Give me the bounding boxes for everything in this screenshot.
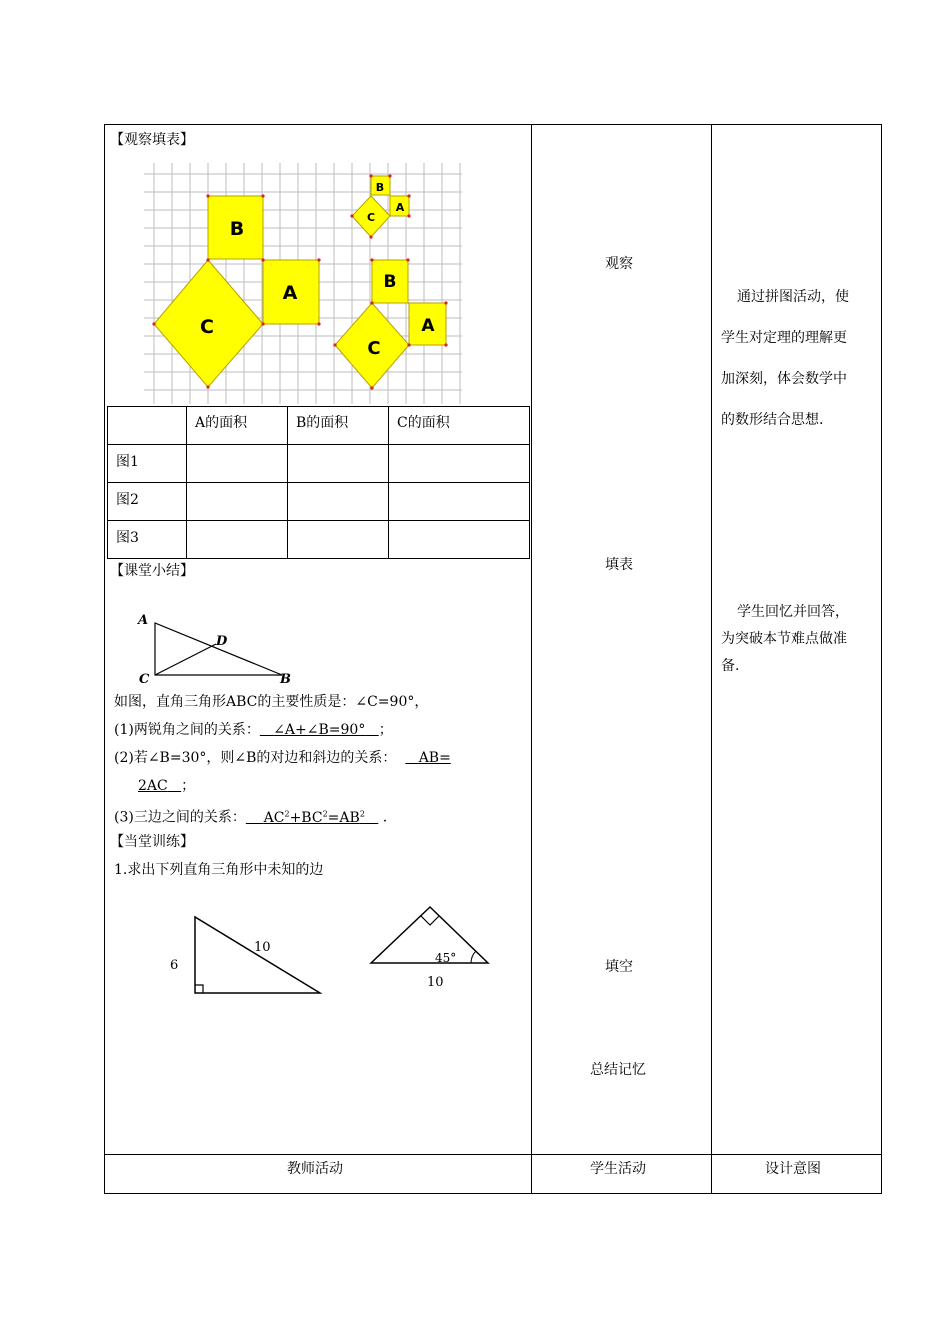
frame-bottom — [104, 1193, 882, 1194]
footer-student-activity: 学生活动 — [590, 1161, 646, 1177]
student-observe: 观察 — [605, 256, 633, 272]
tri-label-b: B — [280, 672, 291, 687]
student-fill-blank: 填空 — [605, 959, 633, 975]
cell-2b[interactable] — [288, 483, 389, 521]
frame-left — [104, 124, 105, 1194]
table-row — [108, 521, 530, 559]
frame-col-divider-1 — [531, 124, 532, 1194]
label-c1: C — [200, 316, 214, 338]
triangle-abc-figure — [134, 610, 294, 688]
item3-suffix: . — [382, 809, 388, 826]
frame-col-divider-2 — [711, 124, 712, 1194]
item2-answer-a: AB= — [418, 750, 451, 766]
table-row — [108, 483, 530, 521]
label-b3: B — [383, 272, 397, 292]
cell-3b[interactable] — [288, 521, 389, 559]
summary-item-3 — [114, 805, 387, 827]
label-c3: C — [367, 338, 381, 359]
footer-teacher-activity: 教师活动 — [287, 1161, 343, 1177]
summary-item-2 — [114, 749, 451, 767]
practice-figure-2 — [365, 900, 495, 995]
label-b2: B — [375, 181, 385, 194]
fig1-hypotenuse: 10 — [254, 940, 271, 955]
summary-item-2-cont — [138, 777, 195, 795]
table-header-a: A的面积 — [187, 407, 288, 445]
fig2-base: 10 — [427, 975, 444, 990]
item3-prefix: (3)三边之间的关系： — [114, 809, 246, 826]
table-header-c: C的面积 — [389, 407, 530, 445]
label-a2: A — [395, 201, 405, 214]
label-b1: B — [229, 218, 245, 240]
design-note-2-line-3: 备. — [721, 658, 740, 674]
frame-right — [881, 124, 882, 1194]
grid-figure — [142, 160, 464, 405]
design-note-1-line-1: 通过拼图活动，使 — [737, 289, 849, 305]
design-note-2-line-2: 为突破本节难点做准 — [721, 631, 847, 647]
item2-suffix: ； — [181, 778, 196, 794]
student-summarize: 总结记忆 — [590, 1062, 646, 1078]
row-label-1: 图1 — [108, 445, 187, 483]
cell-2a[interactable] — [187, 483, 288, 521]
frame-top — [104, 124, 882, 125]
cell-3c[interactable] — [389, 521, 530, 559]
design-note-1-line-4: 的数形结合思想. — [721, 412, 824, 428]
summary-header: 【课堂小结】 — [110, 563, 194, 579]
table-corner — [108, 407, 187, 445]
item2-prefix: (2)若∠B=30°，则∠B的对边和斜边的关系： — [114, 750, 397, 766]
observe-header: 【观察填表】 — [110, 132, 194, 148]
tri-label-c: C — [139, 672, 150, 687]
table-header-b: B的面积 — [288, 407, 389, 445]
area-table — [107, 406, 530, 559]
cell-1c[interactable] — [389, 445, 530, 483]
fig2-angle: 45° — [435, 951, 457, 965]
frame-footer-divider — [104, 1154, 882, 1155]
footer-design-intent: 设计意图 — [765, 1161, 821, 1177]
label-a1: A — [282, 282, 298, 304]
item1-suffix: ； — [378, 722, 393, 738]
design-note-1-line-2: 学生对定理的理解更 — [721, 330, 847, 346]
row-label-3: 图3 — [108, 521, 187, 559]
label-a3: A — [421, 316, 435, 336]
cell-1b[interactable] — [288, 445, 389, 483]
item2-answer-b: 2AC — [138, 778, 168, 794]
student-fill-table: 填表 — [605, 557, 633, 573]
fig1-side-left: 6 — [170, 958, 179, 973]
design-note-1-line-3: 加深刻，体会数学中 — [721, 371, 847, 387]
cell-3a[interactable] — [187, 521, 288, 559]
practice-question-1: 1.求出下列直角三角形中未知的边 — [114, 862, 324, 878]
table-row — [108, 445, 530, 483]
tri-label-a: A — [138, 613, 149, 628]
cell-1a[interactable] — [187, 445, 288, 483]
label-c2: C — [366, 211, 376, 224]
summary-item-1 — [114, 721, 393, 739]
row-label-2: 图2 — [108, 483, 187, 521]
summary-intro: 如图，直角三角形ABC的主要性质是：∠C=90°， — [114, 694, 429, 710]
item1-answer: ∠A+∠B=90° — [273, 722, 366, 738]
practice-figure-1 — [160, 905, 330, 1005]
cell-2c[interactable] — [389, 483, 530, 521]
practice-header: 【当堂训练】 — [110, 834, 194, 850]
item1-prefix: (1)两锐角之间的关系： — [114, 722, 260, 738]
item3-answer: $AC^2+BC^2=AB^2$ — [263, 809, 365, 826]
design-note-2-line-1: 学生回忆并回答， — [737, 604, 849, 620]
tri-label-d: D — [216, 634, 228, 649]
